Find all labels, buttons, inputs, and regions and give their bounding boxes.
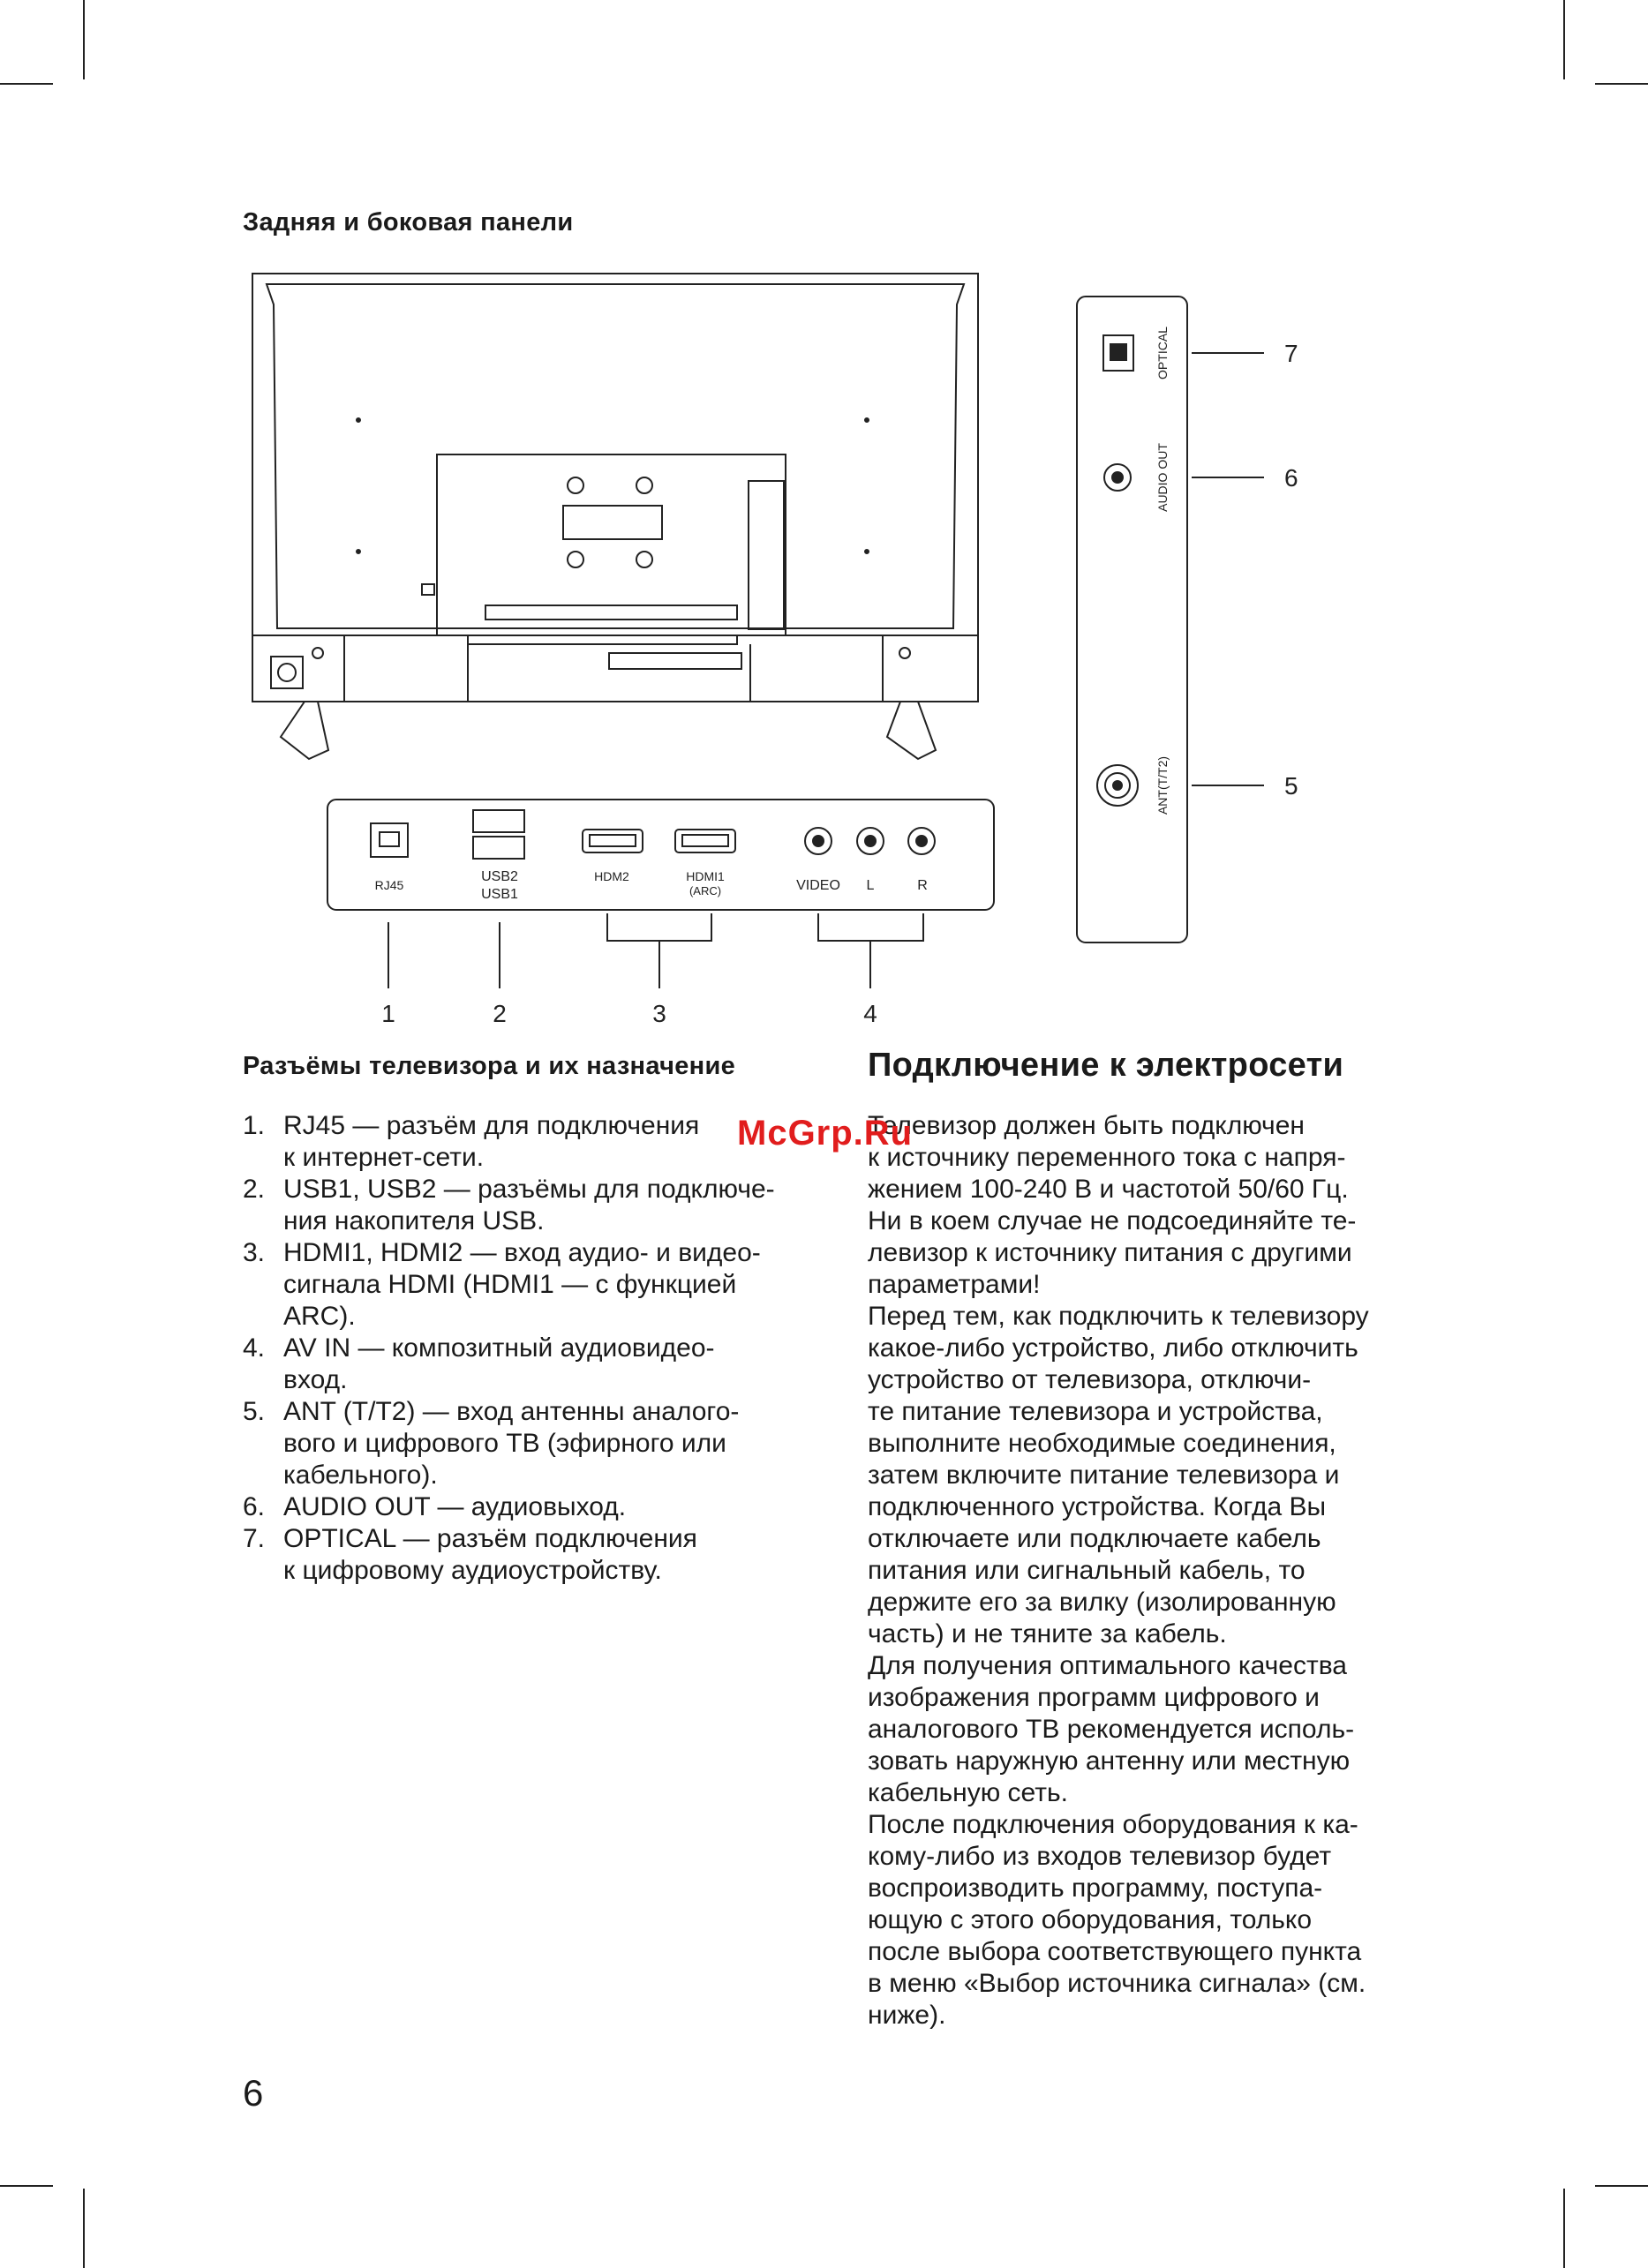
list-item-line: к интернет-сети. bbox=[283, 1143, 485, 1172]
list-item-number: 4. bbox=[243, 1333, 266, 1363]
text-line: выполните необходимые соединения, bbox=[868, 1429, 1336, 1458]
text-line: часть) и не тяните за кабель. bbox=[868, 1619, 1227, 1648]
text-line: кому-либо из входов телевизор будет bbox=[868, 1842, 1332, 1871]
power-socket bbox=[271, 657, 303, 688]
connectors-title: Разъёмы телевизора и их назначение bbox=[243, 1052, 736, 1080]
power-title: Подключение к электросети bbox=[868, 1047, 1344, 1084]
callout-leader-4 bbox=[818, 913, 923, 988]
tv-rear-inner-frame bbox=[267, 284, 964, 628]
crop-mark bbox=[1595, 2185, 1648, 2187]
callout-number-5: 5 bbox=[1284, 772, 1298, 800]
text-line: параметрами! bbox=[868, 1270, 1041, 1299]
callout-number-2: 2 bbox=[493, 1000, 507, 1027]
text-line: После подключения оборудования к ка- bbox=[868, 1810, 1358, 1839]
port-label-r: R bbox=[917, 878, 928, 893]
connector-list bbox=[243, 1110, 852, 1587]
port-label-rj45: RJ45 bbox=[374, 878, 404, 892]
list-item-line: HDMI1, HDMI2 — вход аудио- и видео- bbox=[283, 1238, 761, 1267]
text-line: какое-либо устройство, либо отключить bbox=[868, 1333, 1358, 1363]
list-item-number: 7. bbox=[243, 1524, 266, 1553]
port-label-audio-out: AUDIO OUT bbox=[1155, 443, 1170, 512]
list-item-line: вого и цифрового ТВ (эфирного или bbox=[283, 1429, 726, 1458]
text-line: держите его за вилку (изолированную bbox=[868, 1588, 1336, 1617]
text-line: Телевизор должен быть подключен bbox=[868, 1111, 1305, 1140]
tv-left-stand bbox=[281, 702, 328, 759]
list-item-number: 3. bbox=[243, 1238, 266, 1267]
text-line: отключаете или подключаете кабель bbox=[868, 1524, 1321, 1553]
text-line: в меню «Выбор источника сигнала» (см. bbox=[868, 1969, 1366, 1998]
list-item-line: ANT (T/T2) — вход антенны аналого- bbox=[283, 1397, 740, 1426]
page-number: 6 bbox=[243, 2072, 264, 2114]
tv-center-housing bbox=[437, 454, 786, 644]
text-line: левизор к источнику питания с другими bbox=[868, 1238, 1352, 1267]
list-item-line: RJ45 — разъём для подключения bbox=[283, 1111, 700, 1140]
rj45-port-icon bbox=[371, 823, 408, 857]
list-item-line: вход. bbox=[283, 1365, 348, 1394]
port-label-optical: OPTICAL bbox=[1155, 327, 1170, 379]
port-label-arc: (ARC) bbox=[689, 884, 722, 897]
tv-vent-strip bbox=[485, 605, 737, 620]
crop-mark bbox=[83, 2189, 85, 2268]
text-line: ниже). bbox=[868, 2001, 946, 2030]
list-item bbox=[243, 1523, 852, 1587]
tv-back-panel-diagram bbox=[0, 0, 1648, 1050]
list-item-line: к цифровому аудиоустройству. bbox=[283, 1556, 662, 1585]
list-item-line: USB1, USB2 — разъёмы для подключе- bbox=[283, 1175, 775, 1204]
list-item-line: сигнала HDMI (HDMI1 — с функцией bbox=[283, 1270, 737, 1299]
list-item-number: 2. bbox=[243, 1175, 266, 1204]
bottom-connector-panel bbox=[327, 800, 994, 910]
port-label-ant: ANT(T/T2) bbox=[1155, 755, 1170, 815]
port-label-usb1: USB1 bbox=[481, 887, 518, 902]
list-item-number: 1. bbox=[243, 1111, 266, 1140]
text-line: зовать наружную антенну или местную bbox=[868, 1746, 1351, 1776]
tv-side-port-column bbox=[749, 481, 784, 629]
watermark: McGrp.Ru bbox=[737, 1114, 914, 1153]
callout-number-1: 1 bbox=[381, 1000, 395, 1027]
hdmi2-port-icon bbox=[583, 830, 643, 852]
port-label-l: L bbox=[866, 878, 875, 893]
usb2-port-icon bbox=[473, 810, 524, 832]
text-line: затем включите питание телевизора и bbox=[868, 1461, 1340, 1490]
list-item-line: ния накопителя USB. bbox=[283, 1206, 545, 1235]
list-item-line: ARC). bbox=[283, 1302, 356, 1331]
text-line: аналогового ТВ рекомендуется исполь- bbox=[868, 1715, 1355, 1744]
usb1-port-icon bbox=[473, 837, 524, 859]
port-label-usb2: USB2 bbox=[481, 869, 518, 884]
hdmi1-port-icon bbox=[675, 830, 735, 852]
text-line: Ни в коем случае не подсоединяйте те- bbox=[868, 1206, 1357, 1235]
port-label-hdmi2: HDM2 bbox=[594, 869, 629, 883]
text-line: кабельную сеть. bbox=[868, 1778, 1068, 1807]
text-line: к источнику переменного тока с напря- bbox=[868, 1143, 1346, 1172]
text-line: после выбора соответствующего пункта bbox=[868, 1937, 1362, 1966]
callout-number-7: 7 bbox=[1284, 340, 1298, 367]
text-line: жением 100-240 В и частотой 50/60 Гц. bbox=[868, 1175, 1349, 1204]
callout-number-6: 6 bbox=[1284, 464, 1298, 492]
list-item-number: 6. bbox=[243, 1492, 266, 1521]
list-item-line: OPTICAL — разъём подключения bbox=[283, 1524, 697, 1553]
text-line: Перед тем, как подключить к телевизору bbox=[868, 1302, 1369, 1331]
tv-label-area bbox=[563, 506, 662, 539]
callout-number-3: 3 bbox=[652, 1000, 666, 1027]
callout-number-4: 4 bbox=[863, 1000, 877, 1027]
list-item bbox=[243, 1174, 852, 1237]
text-line: воспроизводить программу, поступа- bbox=[868, 1874, 1323, 1903]
side-connector-panel bbox=[1077, 297, 1187, 942]
list-item bbox=[243, 1396, 852, 1491]
port-label-video: VIDEO bbox=[796, 878, 840, 893]
port-label-hdmi1: HDMI1 bbox=[686, 869, 725, 883]
text-line: подключенного устройства. Когда Вы bbox=[868, 1492, 1327, 1521]
list-item-line: кабельного). bbox=[283, 1461, 438, 1490]
section-title: Задняя и боковая панели bbox=[243, 208, 574, 237]
text-line: Для получения оптимального качества bbox=[868, 1651, 1347, 1680]
text-line: питания или сигнальный кабель, то bbox=[868, 1556, 1306, 1585]
crop-mark bbox=[0, 2185, 53, 2187]
list-item-line: AUDIO OUT — аудиовыход. bbox=[283, 1492, 627, 1521]
text-line: устройство от телевизора, отключи- bbox=[868, 1365, 1312, 1394]
power-paragraphs bbox=[868, 1110, 1459, 2031]
list-item bbox=[243, 1237, 852, 1333]
callout-leader-3 bbox=[607, 913, 711, 988]
list-item bbox=[243, 1491, 852, 1523]
text-line: те питание телевизора и устройства, bbox=[868, 1397, 1323, 1426]
text-line: ющую с этого оборудования, только bbox=[868, 1905, 1313, 1934]
tv-right-stand bbox=[887, 702, 936, 759]
list-item-number: 5. bbox=[243, 1397, 266, 1426]
list-item-line: AV IN — композитный аудиовидео- bbox=[283, 1333, 715, 1363]
text-line: изображения программ цифрового и bbox=[868, 1683, 1320, 1712]
list-item bbox=[243, 1333, 852, 1396]
crop-mark bbox=[1563, 2189, 1565, 2268]
